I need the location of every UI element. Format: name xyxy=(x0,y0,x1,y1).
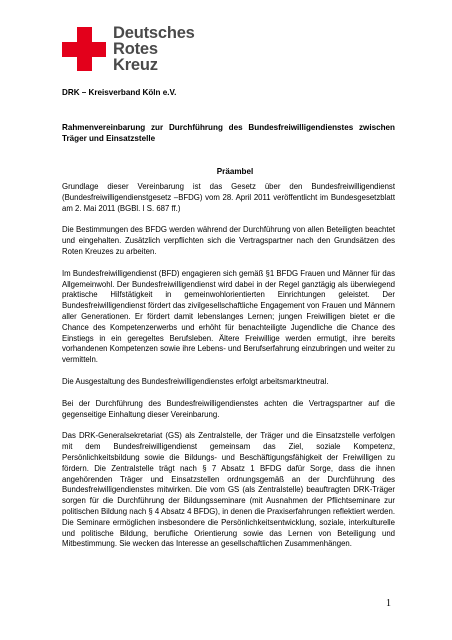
logo-wordmark xyxy=(113,25,195,74)
paragraph: Im Bundesfreiwilligendienst (BFD) engagieren sich gemäß §1 BFDG Frauen und Männer für das Allgemeinwohl. Der Bundesfreiwilligendienst wird dabei in der Regel ganztägig als überwiegend praktische Hilfstätigkeit in gemeinwohlorientierten Einrichtungen geleistet. Der Bundesfreiwilligendienst fördert das zivilgesellschaftliche Engagement von Frauen und Männern aller Generationen. Er fördert damit lebenslanges Lernen; jungen Freiwilligen bietet er die Chance des Kompetenzerwerbs und erhöht für benachteiligte Jugendliche die Chance des Einstiegs in ein geregeltes Berufsleben. Ältere Freiwillige werden ermutigt, ihre bereits vorhandenen Kompetenzen sowie ihre Lebens- und Berufserfahrung einzubringen und weiter zu vermitteln. xyxy=(62,268,395,365)
paragraph: Die Bestimmungen des BFDG werden während der Durchführung von allen Beteiligten beachtet und eingehalten. Zusätzlich verpflichten sich die Vertragspartner nach den Grundsätzen des Roten Kreuzes zu arbeiten. xyxy=(62,225,395,256)
section-heading: Präambel xyxy=(216,167,254,176)
paragraph: Grundlage dieser Vereinbarung ist das Gesetz über den Bundesfreiwilligendienst (Bundesfreiwilligendienstgesetz –BFDG) vom 28. April 2011 veröffentlicht im Bundesgesetzblatt am 2. Mai 2011 (BGBl. I S. 687 ff.) xyxy=(62,182,395,213)
document-body xyxy=(62,182,395,561)
logo-line-3: Kreuz xyxy=(113,56,158,75)
logo-line-2: Rotes xyxy=(113,40,158,59)
logo-line-1: Deutsches xyxy=(113,24,195,42)
paragraph: Bei der Durchführung des Bundesfreiwilligendienstes achten die Vertragspartner auf die gegenseitige Einhaltung dieser Vereinbarung. xyxy=(62,398,395,419)
red-cross-icon xyxy=(62,27,106,71)
paragraph: Das DRK-Generalsekretariat (GS) als Zentralstelle, der Träger und die Einsatzstelle verfolgen mit dem Bundesfreiwilligendienst gemeinsam das Ziel, soziale Kompetenz, Persönlichkeitsbildung sowie die Bildungs- und Beschäftigungsfähigkeit der Freiwilligen zu fördern. Die Zentralstelle trägt nach § 7 Absatz 1 BFDG dafür Sorge, dass die ihnen angehörenden Träger und Einsatzstellen ordnungsgemäß an der Durchführung des Bundesfreiwilligendienstes mitwirken. Die vom GS (als Zentralstelle) beauftragten DRK-Träger sorgen für die Durchführung der Bildungsseminare (mit Ausnahmen der Pflichtseminare zur politischen Bildung nach § 4 Absatz 4 BFDG), in denen die Praxiserfahrungen reflektiert werden. Die Seminare ermöglichen insbesondere die Persönlichkeitsentwicklung, soziale, interkulturelle und politische Bildung, berufliche Orientierung sowie das Lernen von Beteiligung und Mitbestimmung. Sie wecken das Interesse an gesellschaftlichen Zusammenhängen. xyxy=(62,431,395,549)
organization-name: DRK – Kreisverband Köln e.V. xyxy=(62,88,177,97)
paragraph: Die Ausgestaltung des Bundesfreiwilligendienstes erfolgt arbeitsmarktneutral. xyxy=(62,376,329,386)
page-number: 1 xyxy=(386,598,391,609)
document-title: Rahmenvereinbarung zur Durchführung des Bundesfreiwilligendienstes zwischen Träger und Einsatzstelle xyxy=(62,123,395,143)
drk-logo xyxy=(62,24,195,75)
